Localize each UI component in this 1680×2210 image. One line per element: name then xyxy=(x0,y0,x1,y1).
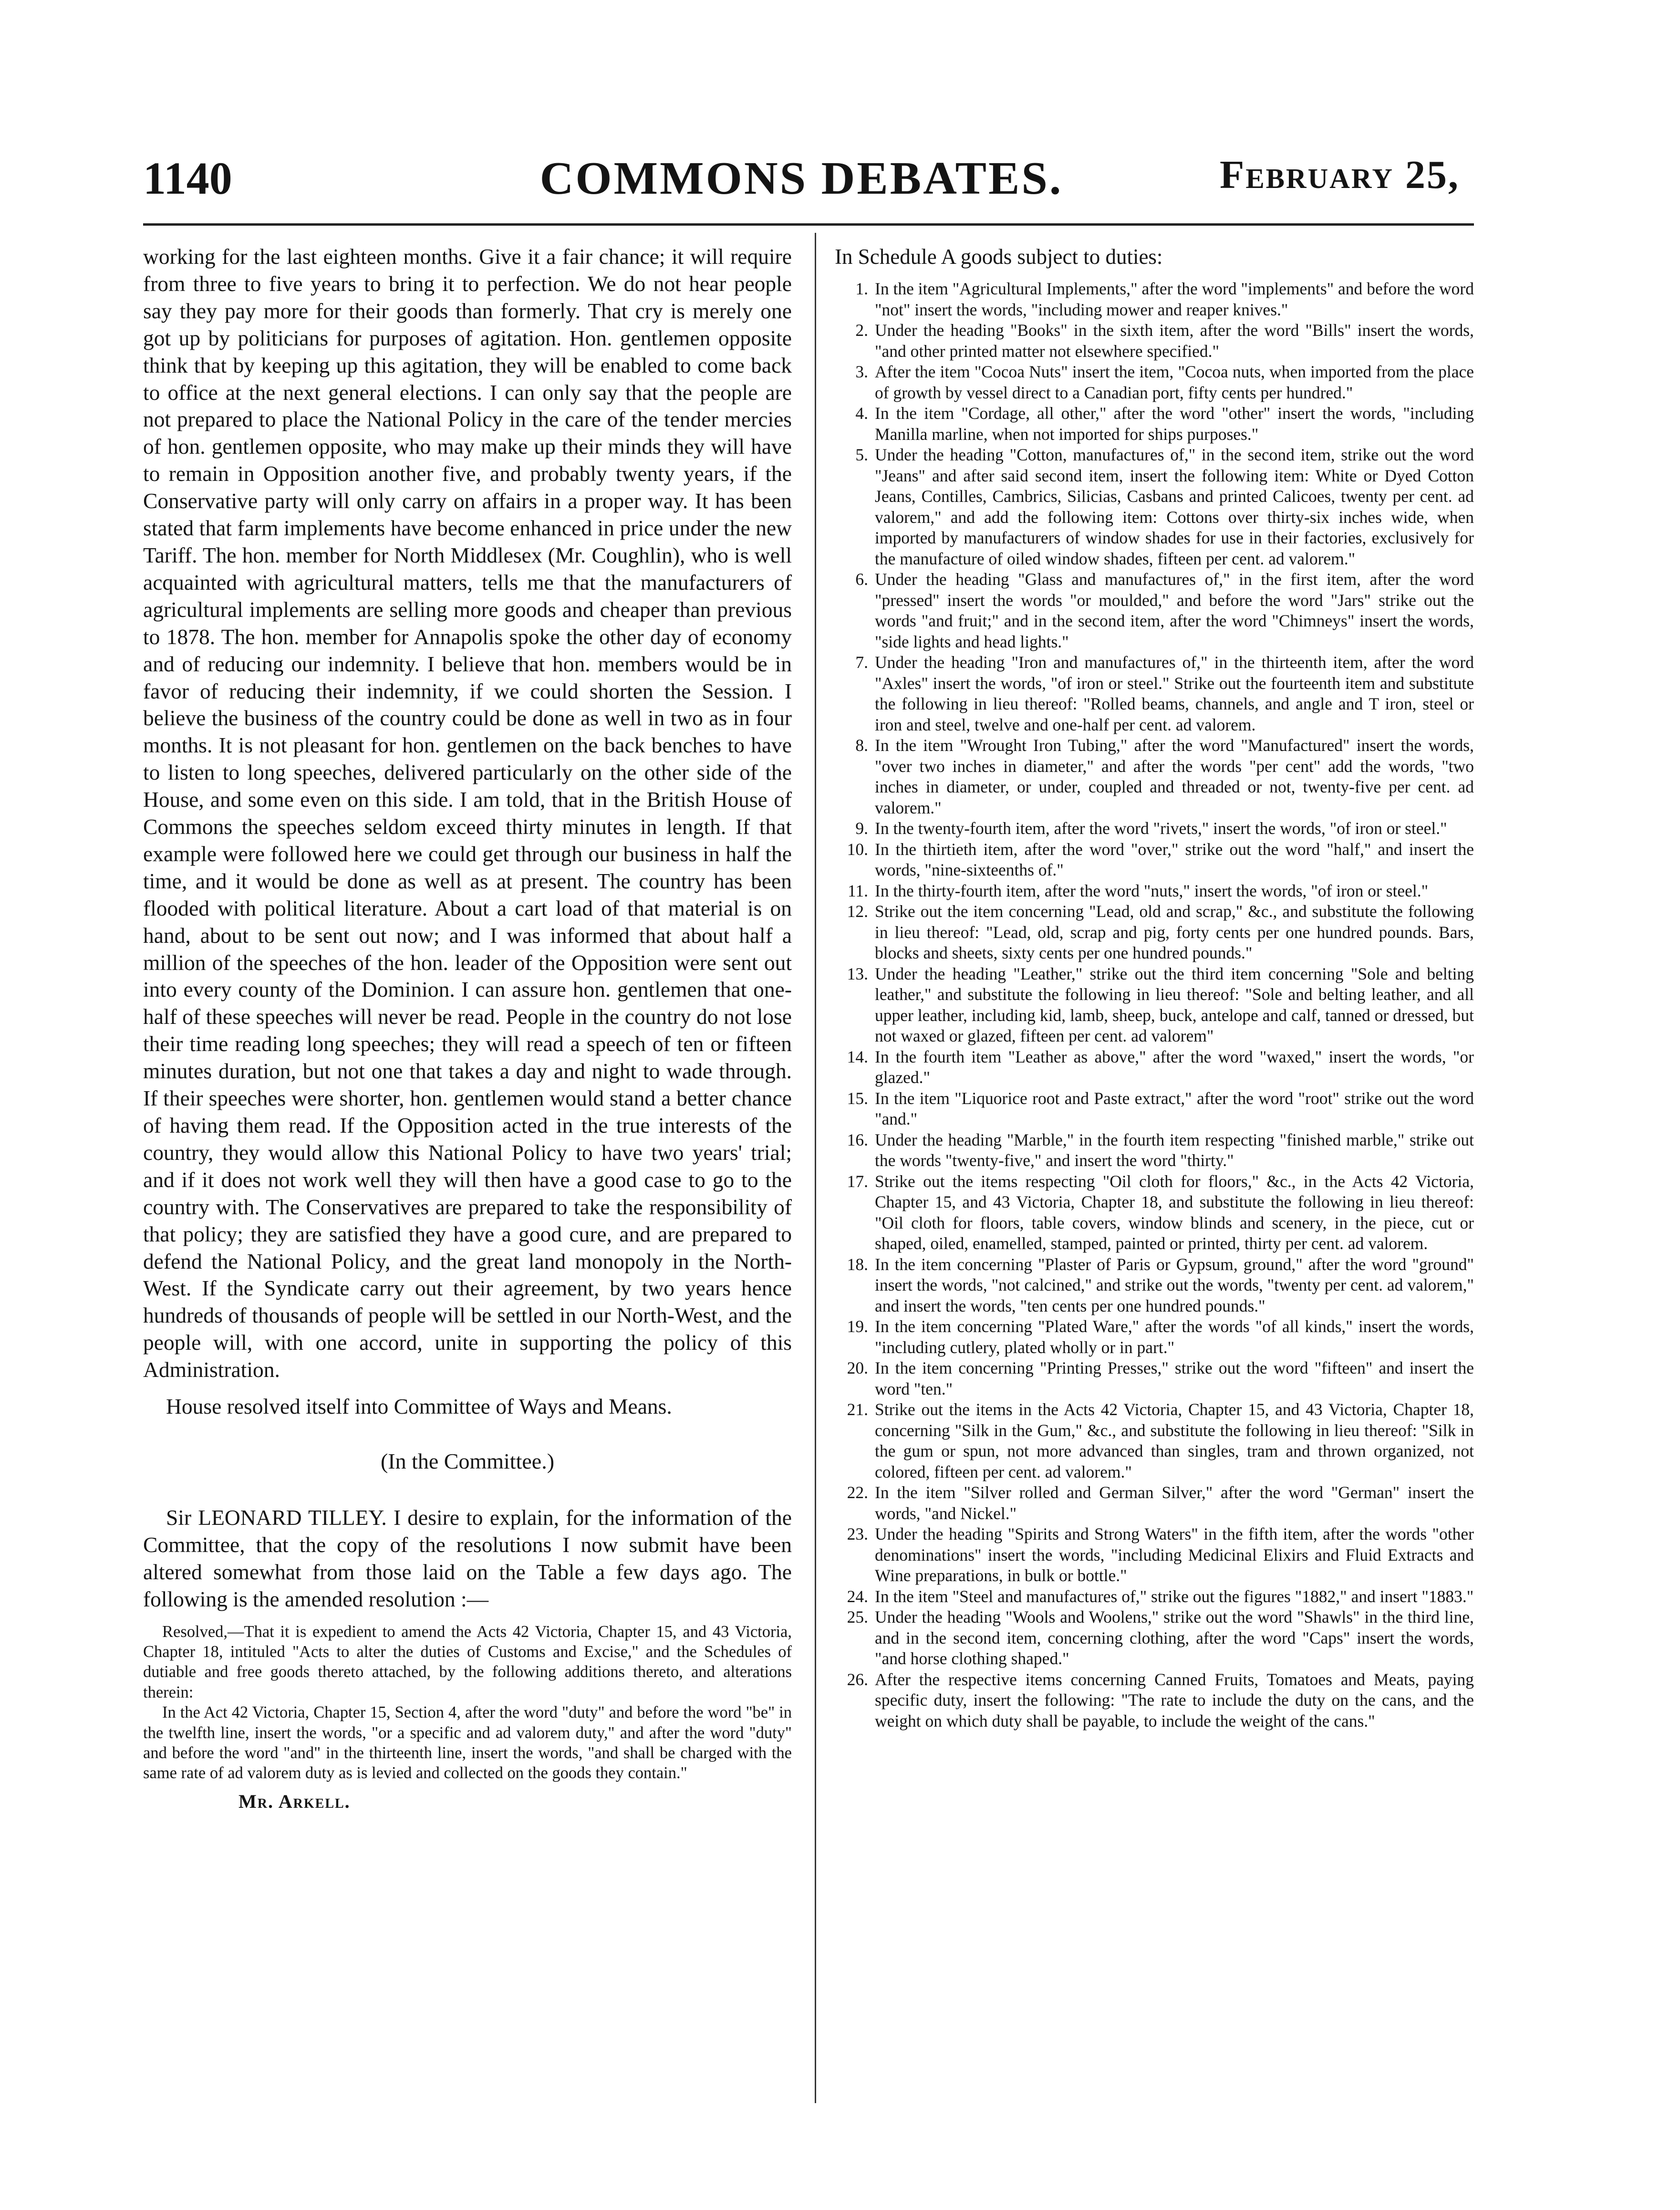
amendment-text: In the item "Silver rolled and German Silver," after the word "German" insert the words, "and Nickel." xyxy=(875,1483,1474,1523)
amendment-item xyxy=(835,1399,1474,1482)
amendment-item xyxy=(835,1482,1474,1524)
committee-heading: (In the Committee.) xyxy=(380,1449,555,1473)
amendment-item xyxy=(835,1607,1474,1669)
amendment-number: 21. xyxy=(847,1400,868,1419)
amendment-number: 24. xyxy=(847,1586,868,1606)
amendment-text: Under the heading "Books" in the sixth item, after the word "Bills" insert the words, "and other printed matter not elsewhere specified." xyxy=(875,321,1474,361)
amendment-item xyxy=(835,1254,1474,1317)
amendment-text: Strike out the items respecting "Oil cloth for floors," &c., in the Acts 42 Victoria, Chapter 15, and 43 Victoria, Chapter 18, and substitute the following in lieu thereof: "Oil cloth for floors, table covers, window blinds and scenery, in the piece, cut or shaped, oiled, enamelled, stamped, painted or printed, thirty per cent. ad valorem. xyxy=(875,1171,1474,1253)
amendment-text: In the item "Agricultural Implements," after the word "implements" and before the word "not" insert the words, "including mower and reaper knives." xyxy=(875,279,1474,319)
amendment-number: 6. xyxy=(855,570,868,589)
amendment-text: In the fourth item "Leather as above," after the word "waxed," insert the words, "or glazed." xyxy=(875,1047,1474,1087)
amendment-text: In the item "Steel and manufactures of," strike out the figures "1882," and insert "1883." xyxy=(875,1586,1474,1606)
amendment-item xyxy=(835,1358,1474,1399)
amendment-item xyxy=(835,445,1474,569)
amendment-text: In the item concerning "Plated Ware," after the words "of all kinds," insert the words, "including cutlery, plated wholly or in part." xyxy=(875,1317,1474,1357)
amendment-item xyxy=(835,839,1474,881)
amendment-text: In the item concerning "Printing Presses," strike out the word "fifteen" and insert the word "ten." xyxy=(875,1358,1474,1398)
left-column xyxy=(143,243,792,1815)
page-number: 1140 xyxy=(143,153,232,204)
amendment-item xyxy=(835,1524,1474,1586)
resolution-text: Resolved,—That it is expedient to amend the Acts 42 Victoria, Chapter 15, and 43 Victoria, Chapter 18, intituled "Acts to alter the duties of Customs and Excise," and the Schedules of dutiable and free goods thereto attached, by the following additions thereto, and alterations therein: xyxy=(143,1622,792,1701)
amendment-item xyxy=(835,362,1474,403)
amendment-text: In the item concerning "Plaster of Paris or Gypsum, ground," after the word "ground" insert the words, "not calcined," and strike out the words, "twenty per cent. ad valorem," and insert the words, "ten cents per one hundred pounds." xyxy=(875,1254,1474,1315)
speaker-signature: Mr. Arkell. xyxy=(239,1790,351,1812)
amendment-text: In the item "Cordage, all other," after the word "other" insert the words, "including Manilla marline, when not imported for ships purposes." xyxy=(875,404,1474,444)
tilley-speech: Sir LEONARD TILLEY. I desire to explain, for the information of the Committee, that the copy of the resolutions I now submit have been altered somewhat from those laid on the Table a few days ago. The following is the amended resolution :— xyxy=(143,1505,792,1611)
amendment-text: In the item "Liquorice root and Paste extract," after the word "root" strike out the word "and." xyxy=(875,1088,1474,1128)
amendment-item xyxy=(835,1171,1474,1254)
house-resolved-line: House resolved itself into Committee of Ways and Means. xyxy=(166,1394,672,1419)
amendment-number: 23. xyxy=(847,1524,868,1543)
amendment-number: 12. xyxy=(847,902,868,921)
amendment-text: Under the heading "Glass and manufactures of," in the first item, after the word "pressed" insert the words "or moulded," and before the word "Jars" strike out the words "and fruit;" and in the second item, after the word "Chimneys" insert the words, "side lights and head lights." xyxy=(875,570,1474,651)
amendment-number: 14. xyxy=(847,1047,868,1066)
amendment-text: Under the heading "Wools and Woolens," strike out the word "Shawls" in the third line, and in the second item, concerning clothing, after the word "Caps" insert the words, "and horse clothing shaped." xyxy=(875,1607,1474,1668)
amendment-number: 8. xyxy=(855,736,868,755)
amendment-text: In the item "Wrought Iron Tubing," after the word "Manufactured" insert the words, "over two inches in diameter," and after the words "per cent" add the words, "two inches in diameter, or under, coupled and threaded or not, twenty-five per cent. ad valorem." xyxy=(875,736,1474,817)
amendment-number: 2. xyxy=(855,321,868,340)
amendment-item xyxy=(835,279,1474,320)
amendment-number: 16. xyxy=(847,1130,868,1149)
amendment-text: Under the heading "Spirits and Strong Waters" in the fifth item, after the words "other denominations" insert the words, "including Medicinal Elixirs and Fluid Extracts and Wine preparations, in bulk or bottle." xyxy=(875,1524,1474,1585)
amendment-text: In the thirty-fourth item, after the word "nuts," insert the words, "of iron or steel." xyxy=(875,881,1429,900)
header-rule xyxy=(143,223,1474,226)
amendment-item xyxy=(835,403,1474,445)
amendment-number: 15. xyxy=(847,1088,868,1108)
amendment-number: 20. xyxy=(847,1358,868,1377)
amendment-text: Strike out the item concerning "Lead, old and scrap," &c., and substitute the following in lieu thereof: "Lead, old, scrap and pig, forty cents per one hundred pounds. Bars, blocks and sheets, sixty cents per one hundred pounds." xyxy=(875,902,1474,962)
amendment-item xyxy=(835,1669,1474,1732)
amendment-number: 22. xyxy=(847,1483,868,1502)
amendment-number: 7. xyxy=(855,653,868,672)
amendment-number: 1. xyxy=(855,279,868,298)
amendment-number: 9. xyxy=(855,819,868,838)
amendment-text: In the thirtieth item, after the word "over," strike out the word "half," and insert the words, "nine-sixteenths of." xyxy=(875,839,1474,879)
amendment-item xyxy=(835,569,1474,652)
amendment-number: 25. xyxy=(847,1607,868,1626)
amendment-item xyxy=(835,1316,1474,1358)
right-column xyxy=(835,243,1474,1731)
amendment-text: In the twenty-fourth item, after the word "rivets," insert the words, "of iron or steel." xyxy=(875,819,1447,838)
act-amendment-text: In the Act 42 Victoria, Chapter 15, Section 4, after the word "duty" and before the word "be" in the twelfth line, insert the words, "or a specific and ad valorem duty," and after the word "duty" and before the word "and" in the thirteenth line, insert the words, "and shall be charged with the same rate of ad valorem duty as is levied and collected on the goods they contain." xyxy=(143,1703,792,1783)
body-paragraph: working for the last eighteen months. Give it a fair chance; it will require from three to five years to bring it to perfection. We do not hear people say they pay more for their goods than formerly. That cry is merely one got up by politicians for purposes of agitation. Hon. gentlemen opposite think that by keeping up this agitation, they will be enabled to come back to office at the next general elections. I can only say that the people are not prepared to place the National Policy in the care of the tender mercies of hon. gentlemen opposite, who may make up their minds they will have to remain in Opposition another five, and probably twenty years, if the Conservative party will only carry on affairs in a proper way. It has been stated that farm implements have become enhanced in price under the new Tariff. The hon. member for North Middlesex (Mr. Coughlin), who is well acquainted with agricultural matters, tells me that the manufacturers of agricultural implements are selling more goods and cheaper than previous to 1878. The hon. member for Annapolis spoke the other day of economy and of reducing our indemnity. I believe that hon. members would be in favor of reducing their indemnity, if we could shorten the Session. I believe the business of the country could be done as well in two as in four months. It is not pleasant for hon. gentlemen on the back benches to have to listen to long speeches, delivered particularly on the other side of the House, and some even on this side. I am told, that in the British House of Commons the speeches seldom exceed thirty minutes in length. If that example were followed here we could get through our business in half the time, and it would be done as well as at present. The country has been flooded with political literature. About a cart load of that material is on hand, about to be sent out now; and I was informed that about half a million of the speeches of the hon. leader of the Opposition were sent out into every county of the Dominion. I can assure hon. gentlemen that one-half of these speeches will never be read. People in the country do not lose their time reading long speeches; they will read a speech of ten or fifteen minutes duration, but not one that takes a day and night to wade through. If their speeches were shorter, hon. gentlemen would stand a better chance of having them read. If the Opposition acted in the true interests of the country, they would allow this National Policy to have two years' trial; and if it does not work well they will then have a good case to go to the country with. The Conservatives are prepared to take the responsibility of that policy; they are satisfied they have a good cure, and are prepared to defend the National Policy, and the great land monopoly in the North-West. If the Syndicate carry out their agreement, by two years hence hundreds of thousands of people will be settled in our North-West, and the people will, with one accord, unite in supporting the policy of this Administration. xyxy=(143,244,792,1382)
amendment-text: After the respective items concerning Canned Fruits, Tomatoes and Meats, paying specific duty, insert the following: "The rate to include the duty on the cans, and the weight on which duty shall be payable, to include the weight of the cans." xyxy=(875,1669,1474,1730)
amendment-number: 4. xyxy=(855,404,868,423)
amendment-list xyxy=(835,279,1474,1731)
amendment-number: 10. xyxy=(847,839,868,859)
amendment-text: Under the heading "Cotton, manufactures of," in the second item, strike out the word "Jeans" and after said second item, insert the following item: White or Dyed Cotton Jeans, Contilles, Cambrics, Silicias, Casbans and printed Calicoes, twenty per cent. ad valorem," and add the following item: Cottons over thirty-six inches wide, when imported by manufacturers of window shades for use in their factories, exclusively for the manufacture of oiled window shades, fifteen per cent. ad valorem." xyxy=(875,445,1474,568)
amendment-number: 26. xyxy=(847,1669,868,1689)
amendment-text: After the item "Cocoa Nuts" insert the item, "Cocoa nuts, when imported from the place of growth by vessel direct to a Canadian port, fifty cents per hundred." xyxy=(875,362,1474,402)
amendment-number: 5. xyxy=(855,445,868,464)
schedule-heading: In Schedule A goods subject to duties: xyxy=(835,245,1163,269)
publication-title: COMMONS DEBATES. xyxy=(539,153,1063,204)
amendment-number: 17. xyxy=(847,1171,868,1191)
amendment-number: 3. xyxy=(855,362,868,381)
page-date: February 25, xyxy=(1220,153,1460,197)
amendment-text: Under the heading "Leather," strike out the third item concerning "Sole and belting leather," and substitute the following in lieu thereof: "Sole and belting leather, and all upper leather, including kid, lamb, sheep, buck, antelope and calf, tanned or dressed, but not waxed or glazed, fifteen per cent. ad valorem" xyxy=(875,964,1474,1045)
amendment-number: 13. xyxy=(847,964,868,983)
amendment-item xyxy=(835,1088,1474,1130)
amendment-item xyxy=(835,1130,1474,1171)
amendment-number: 19. xyxy=(847,1317,868,1336)
amendment-item xyxy=(835,735,1474,818)
amendment-item xyxy=(835,818,1474,839)
amendment-item xyxy=(835,881,1474,902)
amendment-item xyxy=(835,320,1474,362)
amendment-item xyxy=(835,1586,1474,1607)
amendment-item xyxy=(835,901,1474,964)
amendment-item xyxy=(835,652,1474,735)
amendment-item xyxy=(835,1047,1474,1088)
amendment-text: Under the heading "Marble," in the fourth item respecting "finished marble," strike out the words "twenty-five," and insert the word "thirty." xyxy=(875,1130,1474,1170)
page-header xyxy=(143,152,1460,209)
column-divider xyxy=(815,233,816,2103)
amendment-number: 18. xyxy=(847,1254,868,1274)
amendment-text: Under the heading "Iron and manufactures of," in the thirteenth item, after the word "Axles" insert the words, "of iron or steel." Strike out the fourteenth item and substitute the following in lieu thereof: "Rolled beams, channels, and angle and T iron, steel or iron and steel, twelve and one-half per cent. ad valorem. xyxy=(875,653,1474,734)
amendment-text: Strike out the items in the Acts 42 Victoria, Chapter 15, and 43 Victoria, Chapter 18, concerning "Silk in the Gum," &c., and substitute the following in lieu thereof: "Silk in the gum or spun, not more advanced than singles, tram and thrown organized, not colored, fifteen per cent. ad valorem." xyxy=(875,1400,1474,1481)
amendment-item xyxy=(835,964,1474,1047)
amendment-number: 11. xyxy=(847,881,868,900)
